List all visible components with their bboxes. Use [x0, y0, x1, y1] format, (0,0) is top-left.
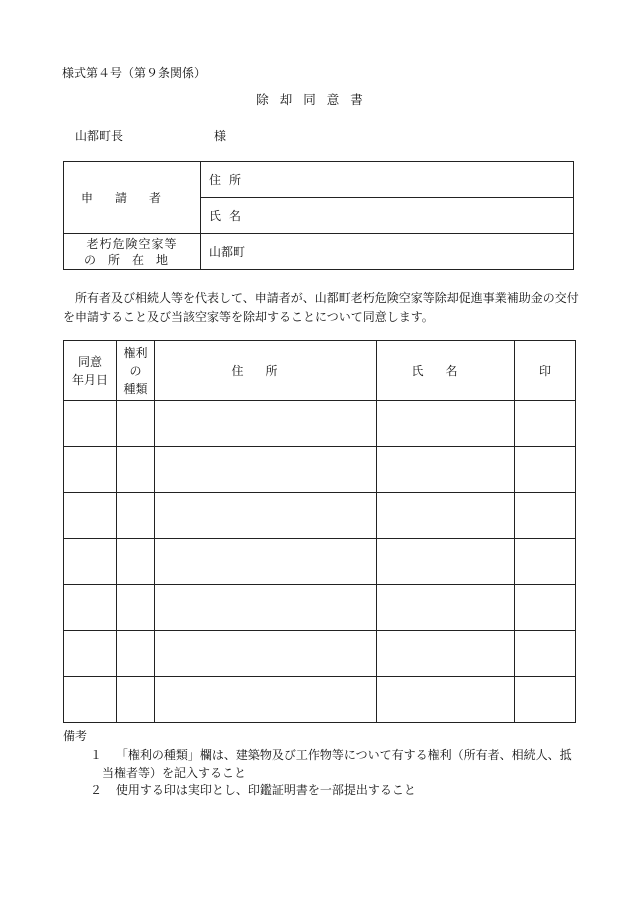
applicant-label: 申請者	[80, 191, 183, 205]
header-name-label: 氏名	[411, 363, 480, 378]
location-label-line2: の所在地	[83, 252, 180, 267]
consent-table-row	[64, 539, 576, 585]
row-name-cell[interactable]	[377, 401, 515, 447]
row-address-cell[interactable]	[155, 631, 377, 677]
row-right-type-cell[interactable]	[117, 447, 155, 493]
row-seal-cell[interactable]	[515, 493, 576, 539]
consent-statement: 所有者及び相続人等を代表して、申請者が、山都町老朽危険空家等除却促進事業補助金の交付を申請すること及び当該空家等を除却することについて同意します。	[63, 291, 579, 324]
header-seal-label: 印	[538, 363, 551, 378]
row-seal-cell[interactable]	[515, 631, 576, 677]
row-name-cell[interactable]	[377, 677, 515, 723]
header-right-line2: の	[129, 363, 142, 378]
header-date-line1: 同意	[77, 354, 102, 369]
header-address	[155, 341, 377, 401]
row-date-cell[interactable]	[64, 631, 117, 677]
remark-2-text: 使用する印は実印とし、印鑑証明書を一部提出すること	[115, 783, 416, 797]
header-consent-date	[64, 341, 117, 401]
form-number: 様式第４号（第９条関係）	[62, 66, 207, 80]
remark-item-2	[90, 781, 416, 798]
remark-item-1	[90, 746, 580, 782]
header-right-type	[117, 341, 155, 401]
row-address-cell[interactable]	[155, 585, 377, 631]
consent-table-header-row	[64, 341, 576, 401]
header-name	[377, 341, 515, 401]
row-seal-cell[interactable]	[515, 401, 576, 447]
row-address-cell[interactable]	[155, 493, 377, 539]
row-seal-cell[interactable]	[515, 539, 576, 585]
header-right-line3: 種類	[123, 381, 148, 396]
header-address-label: 住所	[231, 363, 300, 378]
row-address-cell[interactable]	[155, 447, 377, 493]
honorific: 様	[214, 129, 227, 143]
property-location-label-cell	[64, 234, 201, 270]
name-label: 氏名	[209, 209, 250, 223]
row-name-cell[interactable]	[377, 631, 515, 677]
header-seal	[515, 341, 576, 401]
location-value: 山都町	[209, 245, 246, 259]
consent-table-row	[64, 401, 576, 447]
row-date-cell[interactable]	[64, 677, 117, 723]
applicant-address-field[interactable]	[201, 162, 574, 198]
row-date-cell[interactable]	[64, 585, 117, 631]
remark-1-number: １	[90, 748, 103, 762]
row-right-type-cell[interactable]	[117, 585, 155, 631]
location-label-line1: 老朽危険空家等	[86, 236, 178, 251]
applicant-label-cell	[64, 162, 201, 234]
row-address-cell[interactable]	[155, 539, 377, 585]
remarks-title: 備考	[63, 729, 88, 743]
row-address-cell[interactable]	[155, 401, 377, 447]
row-right-type-cell[interactable]	[117, 493, 155, 539]
remark-1-line2: 当権者等）を記入すること	[102, 766, 247, 780]
row-name-cell[interactable]	[377, 585, 515, 631]
consent-table-row	[64, 585, 576, 631]
row-date-cell[interactable]	[64, 493, 117, 539]
row-seal-cell[interactable]	[515, 447, 576, 493]
address-label: 住所	[209, 173, 250, 187]
remark-1-line1: 「権利の種類」欄は、建築物及び工作物等について有する権利（所有者、相続人、抵	[115, 748, 572, 762]
row-right-type-cell[interactable]	[117, 539, 155, 585]
row-name-cell[interactable]	[377, 493, 515, 539]
row-seal-cell[interactable]	[515, 677, 576, 723]
consent-table-row	[64, 493, 576, 539]
applicant-name-field[interactable]	[201, 198, 574, 234]
row-date-cell[interactable]	[64, 401, 117, 447]
consent-table-row	[64, 631, 576, 677]
row-date-cell[interactable]	[64, 447, 117, 493]
property-location-field[interactable]	[201, 234, 574, 270]
document-title: 除却同意書	[256, 92, 374, 107]
row-date-cell[interactable]	[64, 539, 117, 585]
row-right-type-cell[interactable]	[117, 677, 155, 723]
addressee: 山都町長	[75, 129, 124, 143]
row-name-cell[interactable]	[377, 447, 515, 493]
consent-rows	[64, 401, 576, 723]
header-right-line1: 権利	[123, 345, 148, 360]
consent-table-row	[64, 677, 576, 723]
row-right-type-cell[interactable]	[117, 401, 155, 447]
applicant-table	[63, 161, 574, 270]
consent-table	[63, 340, 576, 723]
row-name-cell[interactable]	[377, 539, 515, 585]
remark-2-number: ２	[90, 783, 103, 797]
consent-table-row	[64, 447, 576, 493]
row-seal-cell[interactable]	[515, 585, 576, 631]
row-address-cell[interactable]	[155, 677, 377, 723]
row-right-type-cell[interactable]	[117, 631, 155, 677]
header-date-line2: 年月日	[71, 372, 108, 387]
